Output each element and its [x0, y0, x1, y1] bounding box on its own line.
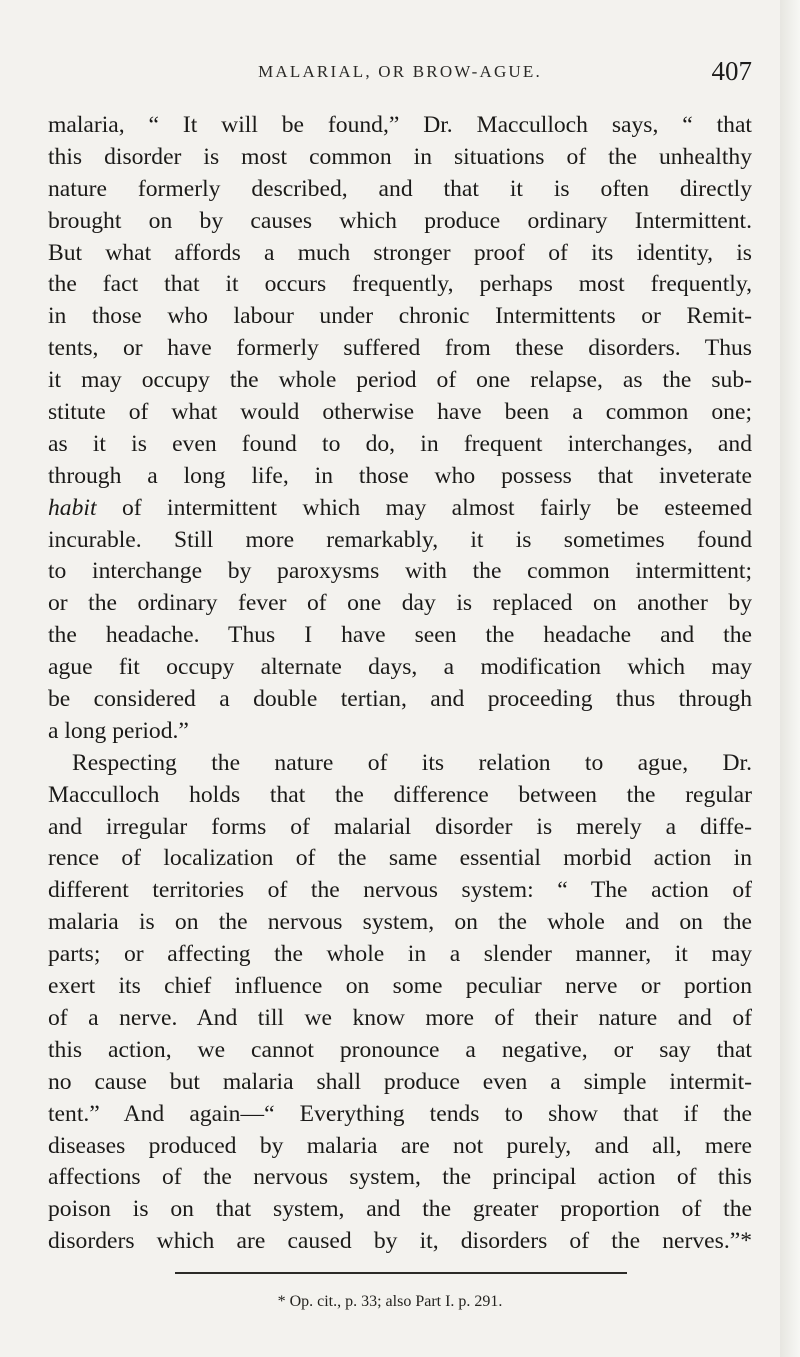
text-line: tents, or have formerly suffered from these disorders. Thus — [48, 335, 752, 362]
text-line: this action, we cannot pronounce a negative, or say that — [48, 1036, 752, 1063]
text-line: rence of localization of the same essential morbid action in — [48, 845, 752, 872]
text-line: stitute of what would otherwise have been a common one; — [48, 399, 752, 426]
text-line: incurable. Still more remarkably, it is sometimes found — [48, 526, 752, 553]
text-line: tent.” And again—“ Everything tends to show that if the — [48, 1100, 752, 1127]
text-line: poison is on that system, and the greater proportion of the — [48, 1196, 752, 1223]
text-line: and irregular forms of malarial disorder is merely a diffe- — [48, 813, 752, 840]
text-line: it may occupy the whole period of one relapse, as the sub- — [48, 367, 752, 394]
text-line: ague fit occupy alternate days, a modification which may — [48, 654, 752, 681]
text-line: malaria, “ It will be found,” Dr. Macculloch says, “ that — [48, 112, 752, 138]
footnote: * Op. cit., p. 33; also Part I. p. 291. — [277, 1293, 503, 1310]
page-number: 407 — [711, 56, 752, 86]
text-line: brought on by causes which produce ordinary Intermittent. — [48, 207, 752, 234]
text-line: disorders which are caused by it, disorders of the nerves.”* — [48, 1228, 752, 1255]
text-line: malaria is on the nervous system, on the whole and on the — [48, 909, 752, 936]
page-edge — [780, 0, 800, 1357]
running-head — [48, 58, 752, 88]
text-line: no cause but malaria shall produce even a simple intermit- — [48, 1068, 752, 1095]
text-line: nature formerly described, and that it is often directly — [48, 175, 752, 202]
text-line: diseases produced by malaria are not purely, and all, mere — [48, 1132, 752, 1159]
footnote-rule — [175, 1272, 627, 1274]
text-line: But what affords a much stronger proof of its identity, is — [48, 239, 752, 266]
text-line: this disorder is most common in situations of the unhealthy — [48, 143, 752, 170]
text-line-italic — [48, 493, 752, 525]
italic-word: habit — [48, 494, 97, 521]
text-line: exert its chief influence on some peculiar nerve or portion — [48, 973, 752, 1000]
text-line: through a long life, in those who possess that inveterate — [48, 462, 752, 489]
text-line: of a nerve. And till we know more of their nature and of — [48, 1004, 752, 1031]
running-title: MALARIAL, OR BROW-AGUE. — [258, 62, 542, 81]
text-line: the headache. Thus I have seen the headache and the — [48, 622, 752, 649]
text-line: a long period.” — [48, 717, 189, 744]
text-line: as it is even found to do, in frequent interchanges, and — [48, 430, 752, 457]
text-line: affections of the nervous system, the principal action of this — [48, 1164, 752, 1191]
text-line: different territories of the nervous system: “ The action of — [48, 877, 752, 904]
text-line: or the ordinary fever of one day is replaced on another by — [48, 590, 752, 617]
body-text — [48, 110, 752, 1258]
italic-line-rest: of intermittent which may almost fairly be esteemed — [96, 494, 752, 521]
text-line: the fact that it occurs frequently, perhaps most frequently, — [48, 271, 752, 298]
text-line: be considered a double tertian, and proceeding thus through — [48, 686, 752, 713]
text-line: Respecting the nature of its relation to ague, Dr. — [72, 749, 752, 776]
text-line: Macculloch holds that the difference between the regular — [48, 781, 752, 808]
text-line: in those who labour under chronic Intermittents or Remit- — [48, 303, 752, 330]
text-line: parts; or affecting the whole in a slender manner, it may — [48, 941, 752, 968]
text-line: to interchange by paroxysms with the common intermittent; — [48, 558, 752, 585]
